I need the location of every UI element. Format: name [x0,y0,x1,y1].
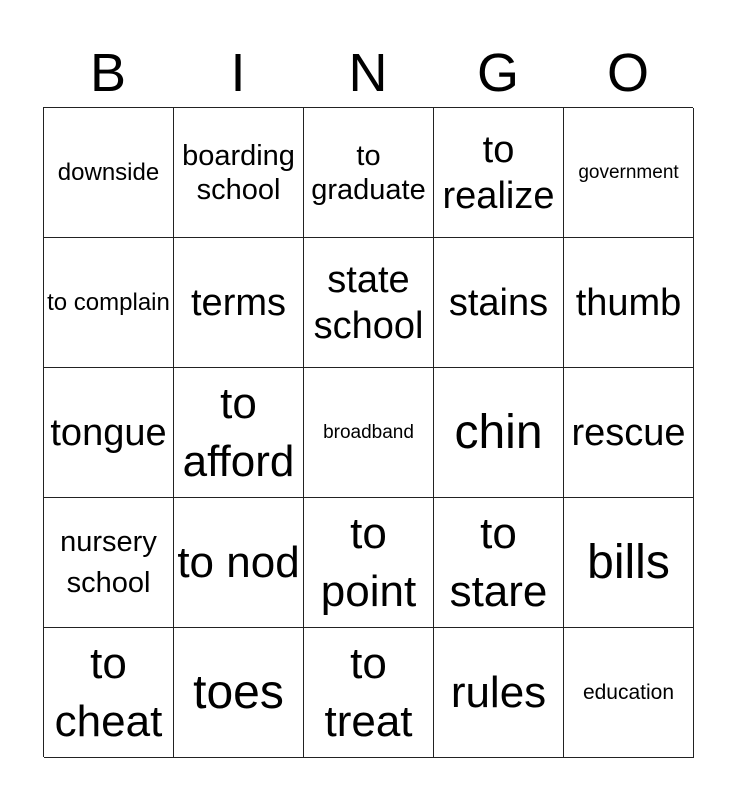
bingo-cell[interactable] [174,368,304,498]
cell-text: education [582,680,675,704]
cell-text: broadband [323,421,414,443]
cell-text: to afford [182,378,295,486]
bingo-header [43,40,693,106]
bingo-cell[interactable] [174,108,304,238]
bingo-cell[interactable] [304,108,434,238]
bingo-cell[interactable] [304,368,434,498]
cell-text: to point [320,508,417,616]
bingo-cell[interactable] [304,628,434,758]
bingo-cell[interactable] [564,238,694,368]
bingo-cell[interactable] [304,238,434,368]
cell-text: to treat [324,638,413,746]
bingo-cell[interactable] [564,368,694,498]
cell-text: state school [313,258,424,347]
bingo-cell[interactable] [174,498,304,628]
cell-text: tongue [50,411,167,454]
cell-text: rules [450,667,547,717]
bingo-cell[interactable] [564,498,694,628]
bingo-card [43,107,693,757]
bingo-cell[interactable] [434,628,564,758]
bingo-cell[interactable] [174,628,304,758]
bingo-cell[interactable] [44,368,174,498]
cell-text: nursery school [60,525,157,599]
cell-text: to stare [449,508,548,616]
bingo-cell[interactable] [44,108,174,238]
header-letter-g: G [476,43,519,103]
cell-text: to realize [442,128,555,217]
cell-text: to graduate [311,139,426,206]
bingo-cell[interactable] [434,368,564,498]
cell-text: to complain [47,288,170,316]
bingo-cell[interactable] [434,238,564,368]
header-letter-o: O [606,43,649,103]
cell-text: stains [448,281,549,324]
cell-text: boarding school [182,139,295,206]
cell-text: rescue [571,411,686,454]
cell-text: to nod [177,537,300,587]
cell-text: to cheat [54,638,163,746]
cell-text: thumb [575,281,682,324]
cell-text: terms [191,281,286,324]
cell-text: downside [57,158,160,186]
cell-text: government [578,161,679,183]
cell-text: chin [454,405,543,459]
bingo-cell[interactable] [44,498,174,628]
bingo-cell[interactable] [434,498,564,628]
header-letter-n: N [348,43,388,103]
header-letter-b: B [89,43,127,103]
cell-text: toes [193,665,284,719]
bingo-cell[interactable] [564,628,694,758]
bingo-cell[interactable] [174,238,304,368]
header-letter-i: I [230,43,246,103]
bingo-cell[interactable] [44,628,174,758]
bingo-cell[interactable] [434,108,564,238]
bingo-cell[interactable] [44,238,174,368]
bingo-cell[interactable] [564,108,694,238]
bingo-cell[interactable] [304,498,434,628]
cell-text: bills [587,535,670,589]
